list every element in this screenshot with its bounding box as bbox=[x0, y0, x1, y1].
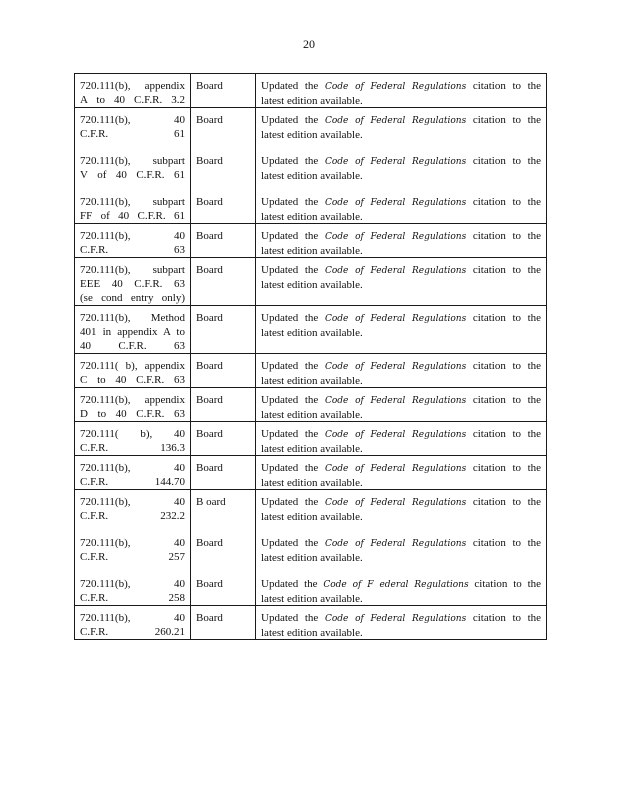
cfr-title: Code of Federal Regulations bbox=[324, 362, 467, 372]
section-citation-line: 720.111(b), 40 bbox=[80, 537, 185, 549]
change-description-line bbox=[261, 311, 541, 326]
section-citation-line: C.F.R. 61 bbox=[80, 128, 185, 140]
description-cell bbox=[256, 306, 547, 354]
description-suffix: citation to the bbox=[472, 312, 542, 324]
change-description-line: latest edition available. bbox=[261, 245, 363, 257]
section-citation bbox=[80, 113, 185, 141]
change-description bbox=[261, 577, 541, 605]
amended-by-text: B oard bbox=[196, 496, 226, 508]
section-cell bbox=[75, 306, 191, 354]
section-cell bbox=[75, 456, 191, 490]
amended-by bbox=[196, 611, 250, 639]
change-description-line bbox=[261, 611, 541, 626]
amended-by-cell bbox=[191, 606, 256, 640]
description-suffix: citation to the bbox=[472, 80, 542, 92]
section-cell bbox=[75, 422, 191, 456]
section-cell bbox=[75, 258, 191, 306]
amended-by-cell bbox=[191, 422, 256, 456]
cfr-title: Code of Federal Regulations bbox=[324, 266, 467, 276]
section-citation-line: 720.111(b), 40 bbox=[80, 612, 185, 624]
page-number: 20 bbox=[303, 37, 315, 51]
amended-by-cell bbox=[191, 258, 256, 306]
change-description-line bbox=[261, 393, 541, 408]
description-prefix: Updated the bbox=[261, 496, 319, 508]
amended-by-text: Board bbox=[196, 264, 223, 276]
amended-by bbox=[196, 195, 250, 223]
change-description-line: latest edition available. bbox=[261, 95, 363, 107]
section-cell bbox=[75, 354, 191, 388]
description-cell bbox=[256, 108, 547, 224]
change-description-line: latest edition available. bbox=[261, 593, 363, 605]
description-suffix: citation to the bbox=[472, 360, 542, 372]
section-citation-line: 401 in appendix A to bbox=[80, 326, 185, 338]
amended-by-text: Board bbox=[196, 428, 223, 440]
description-suffix: citation to the bbox=[474, 578, 542, 590]
change-description-line: latest edition available. bbox=[261, 327, 363, 339]
section-cell bbox=[75, 606, 191, 640]
cfr-title: Code of Federal Regulations bbox=[324, 82, 467, 92]
section-citation-line: 720.111(b), subpart bbox=[80, 155, 185, 167]
amended-by-cell bbox=[191, 224, 256, 258]
section-citation-line: 720.111(b), 40 bbox=[80, 462, 185, 474]
section-citation-line: 720.111(b), 40 bbox=[80, 230, 185, 242]
amended-by-text: Board bbox=[196, 155, 223, 167]
section-cell bbox=[75, 108, 191, 224]
change-description-line bbox=[261, 154, 541, 169]
amended-by-cell bbox=[191, 388, 256, 422]
section-citation bbox=[80, 79, 185, 107]
section-citation-line: C to 40 C.F.R. 63 bbox=[80, 374, 185, 386]
cfr-title: Code of Federal Regulations bbox=[324, 539, 467, 549]
description-prefix: Updated the bbox=[261, 462, 319, 474]
section-citation bbox=[80, 229, 185, 257]
cfr-title: Code of Federal Regulations bbox=[324, 430, 467, 440]
cfr-title: Code of Federal Regulations bbox=[324, 314, 467, 324]
amended-by-text: Board bbox=[196, 360, 223, 372]
section-citation-line: D to 40 C.F.R. 63 bbox=[80, 408, 185, 420]
amended-by-text: Board bbox=[196, 80, 223, 92]
description-prefix: Updated the bbox=[261, 230, 319, 242]
amended-by bbox=[196, 536, 250, 564]
section-citation-line: 720.111( b), appendix bbox=[80, 360, 185, 372]
section-citation bbox=[80, 263, 185, 305]
change-description bbox=[261, 311, 541, 353]
description-prefix: Updated the bbox=[261, 428, 319, 440]
description-suffix: citation to the bbox=[472, 496, 542, 508]
change-description bbox=[261, 427, 541, 455]
section-citation bbox=[80, 495, 185, 523]
amended-by-text: Board bbox=[196, 612, 223, 624]
amended-by-text: Board bbox=[196, 230, 223, 242]
cfr-title: Code of Federal Regulations bbox=[324, 396, 467, 406]
change-description-line bbox=[261, 113, 541, 128]
section-citation bbox=[80, 461, 185, 489]
description-suffix: citation to the bbox=[472, 114, 542, 126]
change-description bbox=[261, 195, 541, 223]
amended-by bbox=[196, 393, 250, 421]
section-citation-line: FF of 40 C.F.R. 61 bbox=[80, 210, 185, 222]
section-citation bbox=[80, 195, 185, 223]
table-row bbox=[75, 224, 547, 258]
description-cell bbox=[256, 456, 547, 490]
section-citation bbox=[80, 154, 185, 182]
amended-by-text: Board bbox=[196, 312, 223, 324]
description-prefix: Updated the bbox=[261, 578, 318, 590]
section-citation-line: C.F.R. 63 bbox=[80, 244, 185, 256]
change-description-line: latest edition available. bbox=[261, 129, 363, 141]
cfr-title: Code of Federal Regulations bbox=[324, 157, 467, 167]
description-cell bbox=[256, 490, 547, 606]
change-description bbox=[261, 113, 541, 141]
change-description bbox=[261, 461, 541, 489]
change-description-line: latest edition available. bbox=[261, 409, 363, 421]
change-description-line: latest edition available. bbox=[261, 552, 363, 564]
section-cell bbox=[75, 224, 191, 258]
table-row bbox=[75, 354, 547, 388]
table-row bbox=[75, 74, 547, 108]
amended-by bbox=[196, 154, 250, 182]
description-prefix: Updated the bbox=[261, 612, 319, 624]
amendments-table-body bbox=[75, 74, 547, 640]
amended-by bbox=[196, 79, 250, 107]
amended-by-cell bbox=[191, 490, 256, 606]
section-citation-line: EEE 40 C.F.R. 63 bbox=[80, 278, 185, 290]
section-citation bbox=[80, 359, 185, 387]
table-row bbox=[75, 606, 547, 640]
amended-by bbox=[196, 427, 250, 455]
description-suffix: citation to the bbox=[472, 196, 542, 208]
change-description-line bbox=[261, 359, 541, 374]
description-cell bbox=[256, 388, 547, 422]
section-citation-line: 720.111(b), Method bbox=[80, 312, 185, 324]
change-description-line bbox=[261, 263, 541, 278]
amended-by-cell bbox=[191, 456, 256, 490]
change-description bbox=[261, 495, 541, 523]
change-description-line bbox=[261, 79, 541, 94]
section-citation-line: C.F.R. 258 bbox=[80, 592, 185, 604]
section-citation-line: 40 C.F.R. 63 bbox=[80, 340, 185, 352]
section-citation bbox=[80, 393, 185, 421]
change-description bbox=[261, 263, 541, 305]
section-citation bbox=[80, 577, 185, 605]
amended-by-text: Board bbox=[196, 114, 223, 126]
table-row bbox=[75, 108, 547, 224]
description-prefix: Updated the bbox=[261, 360, 319, 372]
description-cell bbox=[256, 422, 547, 456]
table-row bbox=[75, 490, 547, 606]
change-description bbox=[261, 611, 541, 639]
section-citation-line: 720.111(b), appendix bbox=[80, 80, 185, 92]
description-cell bbox=[256, 224, 547, 258]
description-prefix: Updated the bbox=[261, 80, 319, 92]
section-citation-line: 720.111(b), 40 bbox=[80, 578, 185, 590]
amended-by bbox=[196, 113, 250, 141]
cfr-title: Code of Federal Regulations bbox=[324, 116, 467, 126]
section-citation bbox=[80, 427, 185, 455]
section-citation-line: 720.111(b), subpart bbox=[80, 264, 185, 276]
change-description-line bbox=[261, 495, 541, 510]
description-prefix: Updated the bbox=[261, 312, 319, 324]
table-row bbox=[75, 422, 547, 456]
description-prefix: Updated the bbox=[261, 196, 319, 208]
description-suffix: citation to the bbox=[472, 612, 542, 624]
table-row bbox=[75, 388, 547, 422]
cfr-title: Code of Federal Regulations bbox=[324, 464, 467, 474]
cfr-title: Code of Federal Regulations bbox=[324, 498, 467, 508]
description-prefix: Updated the bbox=[261, 264, 319, 276]
section-citation-line: C.F.R. 232.2 bbox=[80, 510, 185, 522]
section-citation-line: 720.111(b), 40 bbox=[80, 114, 185, 126]
section-citation bbox=[80, 536, 185, 564]
section-cell bbox=[75, 74, 191, 108]
description-cell bbox=[256, 258, 547, 306]
section-citation-line: V of 40 C.F.R. 61 bbox=[80, 169, 185, 181]
amended-by-cell bbox=[191, 306, 256, 354]
description-prefix: Updated the bbox=[261, 537, 319, 549]
section-citation bbox=[80, 311, 185, 353]
section-citation-line: 720.111(b), 40 bbox=[80, 496, 185, 508]
description-suffix: citation to the bbox=[472, 230, 542, 242]
change-description-line bbox=[261, 461, 541, 476]
cfr-title: Code of F ederal Regulations bbox=[323, 580, 469, 590]
change-description bbox=[261, 393, 541, 421]
section-citation-line: 720.111( b), 40 bbox=[80, 428, 185, 440]
description-cell bbox=[256, 354, 547, 388]
change-description-line bbox=[261, 195, 541, 210]
change-description-line bbox=[261, 536, 541, 551]
cfr-title: Code of Federal Regulations bbox=[324, 232, 467, 242]
section-cell bbox=[75, 388, 191, 422]
change-description-line: latest edition available. bbox=[261, 477, 363, 489]
change-description-line bbox=[261, 577, 541, 592]
section-citation-line: 720.111(b), appendix bbox=[80, 394, 185, 406]
description-suffix: citation to the bbox=[472, 394, 542, 406]
table-row bbox=[75, 258, 547, 306]
description-suffix: citation to the bbox=[472, 155, 542, 167]
section-citation-line: C.F.R. 260.21 bbox=[80, 626, 185, 638]
section-citation bbox=[80, 611, 185, 639]
amended-by bbox=[196, 461, 250, 489]
table-row bbox=[75, 306, 547, 354]
description-suffix: citation to the bbox=[472, 462, 542, 474]
description-suffix: citation to the bbox=[472, 264, 542, 276]
amended-by-text: Board bbox=[196, 537, 223, 549]
change-description-line: latest edition available. bbox=[261, 511, 363, 523]
description-prefix: Updated the bbox=[261, 394, 319, 406]
amended-by-text: Board bbox=[196, 578, 223, 590]
cfr-title: Code of Federal Regulations bbox=[324, 614, 467, 624]
amended-by-cell bbox=[191, 108, 256, 224]
amended-by bbox=[196, 359, 250, 387]
section-citation-line: C.F.R. 257 bbox=[80, 551, 185, 563]
description-suffix: citation to the bbox=[472, 537, 542, 549]
section-citation-line: C.F.R. 144.70 bbox=[80, 476, 185, 488]
section-citation-line: 720.111(b), subpart bbox=[80, 196, 185, 208]
description-cell bbox=[256, 74, 547, 108]
change-description bbox=[261, 229, 541, 257]
change-description bbox=[261, 359, 541, 387]
description-cell bbox=[256, 606, 547, 640]
change-description bbox=[261, 536, 541, 564]
amended-by bbox=[196, 311, 250, 353]
change-description-line: latest edition available. bbox=[261, 375, 363, 387]
section-citation-line: A to 40 C.F.R. 3.2 bbox=[80, 94, 185, 106]
change-description-line: latest edition available. bbox=[261, 279, 363, 291]
amended-by-cell bbox=[191, 74, 256, 108]
amended-by-text: Board bbox=[196, 394, 223, 406]
change-description-line: latest edition available. bbox=[261, 627, 363, 639]
amended-by-text: Board bbox=[196, 462, 223, 474]
cfr-title: Code of Federal Regulations bbox=[324, 198, 467, 208]
table-row bbox=[75, 456, 547, 490]
change-description-line bbox=[261, 229, 541, 244]
section-citation-line: C.F.R. 136.3 bbox=[80, 442, 185, 454]
section-citation-line: (se cond entry only) bbox=[80, 292, 185, 304]
change-description-line: latest edition available. bbox=[261, 443, 363, 455]
change-description bbox=[261, 79, 541, 107]
amendments-table bbox=[74, 73, 547, 640]
description-prefix: Updated the bbox=[261, 114, 319, 126]
change-description bbox=[261, 154, 541, 182]
amended-by bbox=[196, 229, 250, 257]
amended-by bbox=[196, 495, 250, 523]
change-description-line bbox=[261, 427, 541, 442]
section-cell bbox=[75, 490, 191, 606]
description-prefix: Updated the bbox=[261, 155, 319, 167]
amended-by-text: Board bbox=[196, 196, 223, 208]
amended-by-cell bbox=[191, 354, 256, 388]
amended-by bbox=[196, 577, 250, 605]
amended-by bbox=[196, 263, 250, 305]
description-suffix: citation to the bbox=[472, 428, 542, 440]
change-description-line: latest edition available. bbox=[261, 170, 363, 182]
change-description-line: latest edition available. bbox=[261, 211, 363, 223]
